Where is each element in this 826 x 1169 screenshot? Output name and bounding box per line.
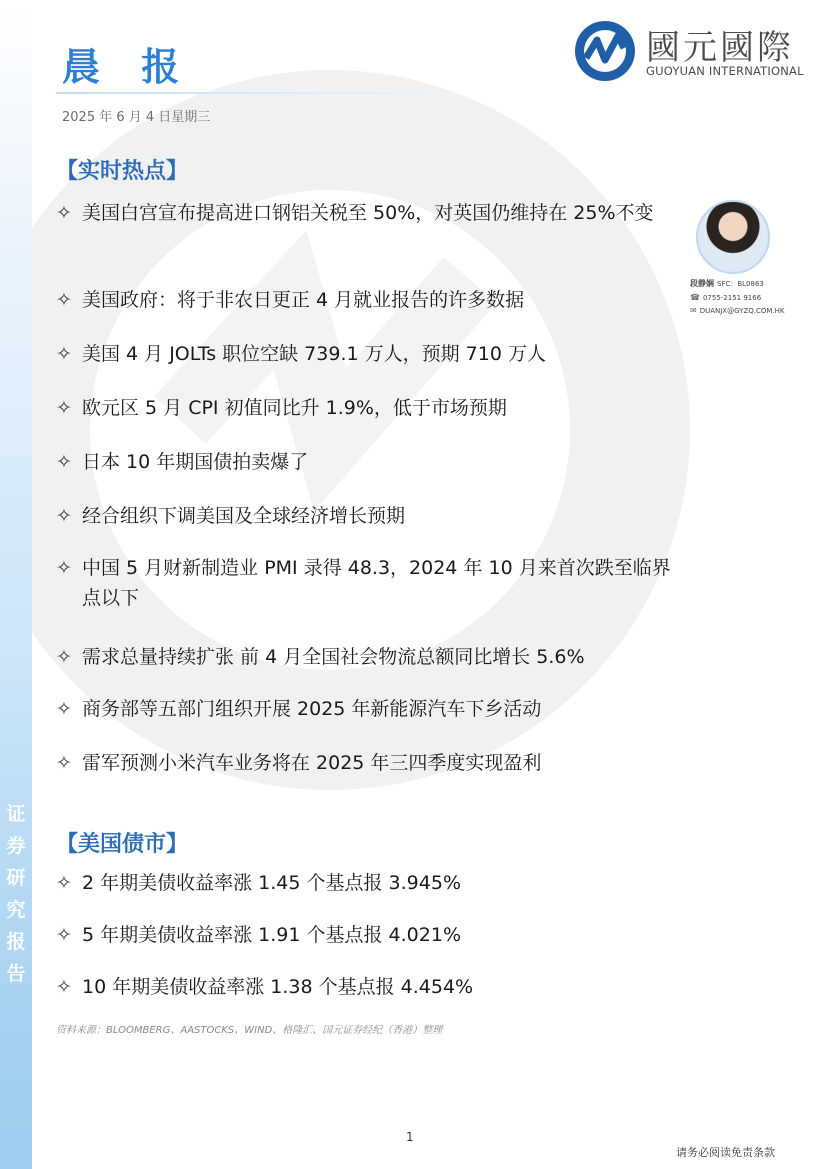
section-title-us-bonds: 【美国债市】: [56, 832, 189, 857]
bullet-icon: ✧: [56, 505, 72, 527]
bullet-icon: ✧: [56, 289, 72, 311]
bullet-icon: ✧: [56, 397, 72, 419]
bullet-icon: ✧: [56, 451, 72, 473]
list-item: [56, 198, 676, 228]
side-bar: [0, 0, 32, 1169]
analyst-email: DUANJX@GYZQ.COM.HK: [699, 306, 785, 315]
data-source-note: 资料来源：BLOOMBERG、AASTOCKS、WIND、格隆汇、国元证券经纪（香港）整理: [56, 1025, 443, 1036]
email-icon: ✉: [690, 306, 697, 315]
list-item-text: 美国 4 月 JOLTs 职位空缺 739.1 万人，预期 710 万人: [82, 343, 546, 365]
title-divider: [56, 92, 436, 94]
side-label-char: 报: [6, 931, 26, 953]
bullet-icon: ✧: [56, 646, 72, 668]
bullet-icon: ✧: [56, 924, 72, 946]
side-label-char: 证: [6, 803, 26, 825]
list-item: [56, 285, 676, 315]
list-item-text: 美国白宫宣布提高进口钢铝关税至 50%，对英国仍维持在 25%不变: [82, 202, 654, 224]
guoyuan-logo-mark-icon: [572, 18, 638, 84]
section-title-hot-topics: 【实时热点】: [56, 159, 189, 184]
list-item-text: 经合组织下调美国及全球经济增长预期: [82, 505, 406, 527]
analyst-avatar: [696, 200, 770, 274]
logo-chinese-text: 國元國際: [646, 28, 794, 68]
list-item-text: 5 年期美债收益率涨 1.91 个基点报 4.021%: [82, 924, 461, 946]
list-item-text: 10 年期美债收益率涨 1.38 个基点报 4.454%: [82, 976, 474, 998]
side-label-char: 券: [6, 835, 26, 857]
bullet-icon: ✧: [56, 752, 72, 774]
bullet-icon: ✧: [56, 976, 72, 998]
list-item-text: 需求总量持续扩张 前 4 月全国社会物流总额同比增长 5.6%: [82, 646, 585, 668]
side-label-char: 究: [6, 899, 26, 921]
report-date: 2025 年 6 月 4 日星期三: [62, 110, 211, 125]
list-item: [56, 501, 676, 531]
analyst-card: [690, 200, 785, 315]
list-item: [56, 553, 676, 613]
list-item: [56, 447, 676, 477]
page-number: 1: [406, 1130, 414, 1144]
list-item-text: 中国 5 月财新制造业 PMI 录得 48.3，2024 年 10 月来首次跌至临界点以下: [82, 557, 671, 609]
list-item-text: 雷军预测小米汽车业务将在 2025 年三四季度实现盈利: [82, 752, 542, 774]
list-item: [56, 920, 676, 950]
company-logo: [572, 18, 812, 84]
list-item: [56, 748, 676, 778]
bullet-icon: ✧: [56, 698, 72, 720]
list-item: [56, 642, 676, 672]
logo-english-text: GUOYUAN INTERNATIONAL: [646, 64, 804, 78]
list-item: [56, 972, 676, 1002]
phone-icon: ☎: [690, 293, 700, 302]
analyst-sfc: SFC：BL0863: [717, 279, 764, 288]
list-item-text: 欧元区 5 月 CPI 初值同比升 1.9%，低于市场预期: [82, 397, 507, 419]
list-item-text: 美国政府：将于非农日更正 4 月就业报告的许多数据: [82, 289, 525, 311]
analyst-phone: 0755-2151 9166: [702, 293, 762, 302]
side-label-char: 研: [6, 867, 26, 889]
disclaimer-link[interactable]: 请务必阅读免责条款: [676, 1146, 775, 1159]
list-item: [56, 339, 676, 369]
list-item: [56, 694, 676, 724]
list-item: [56, 868, 676, 898]
list-item: [56, 393, 676, 423]
bullet-icon: ✧: [56, 872, 72, 894]
bullet-icon: ✧: [56, 202, 72, 224]
list-item-text: 日本 10 年期国债拍卖爆了: [82, 451, 309, 473]
analyst-name: 段静娴: [690, 279, 714, 288]
side-label: [3, 798, 29, 990]
list-item-text: 2 年期美债收益率涨 1.45 个基点报 3.945%: [82, 872, 461, 894]
page-title: 晨 报: [62, 45, 194, 89]
bullet-icon: ✧: [56, 343, 72, 365]
list-item-text: 商务部等五部门组织开展 2025 年新能源汽车下乡活动: [82, 698, 542, 720]
bullet-icon: ✧: [56, 557, 72, 579]
side-label-char: 告: [6, 963, 26, 985]
